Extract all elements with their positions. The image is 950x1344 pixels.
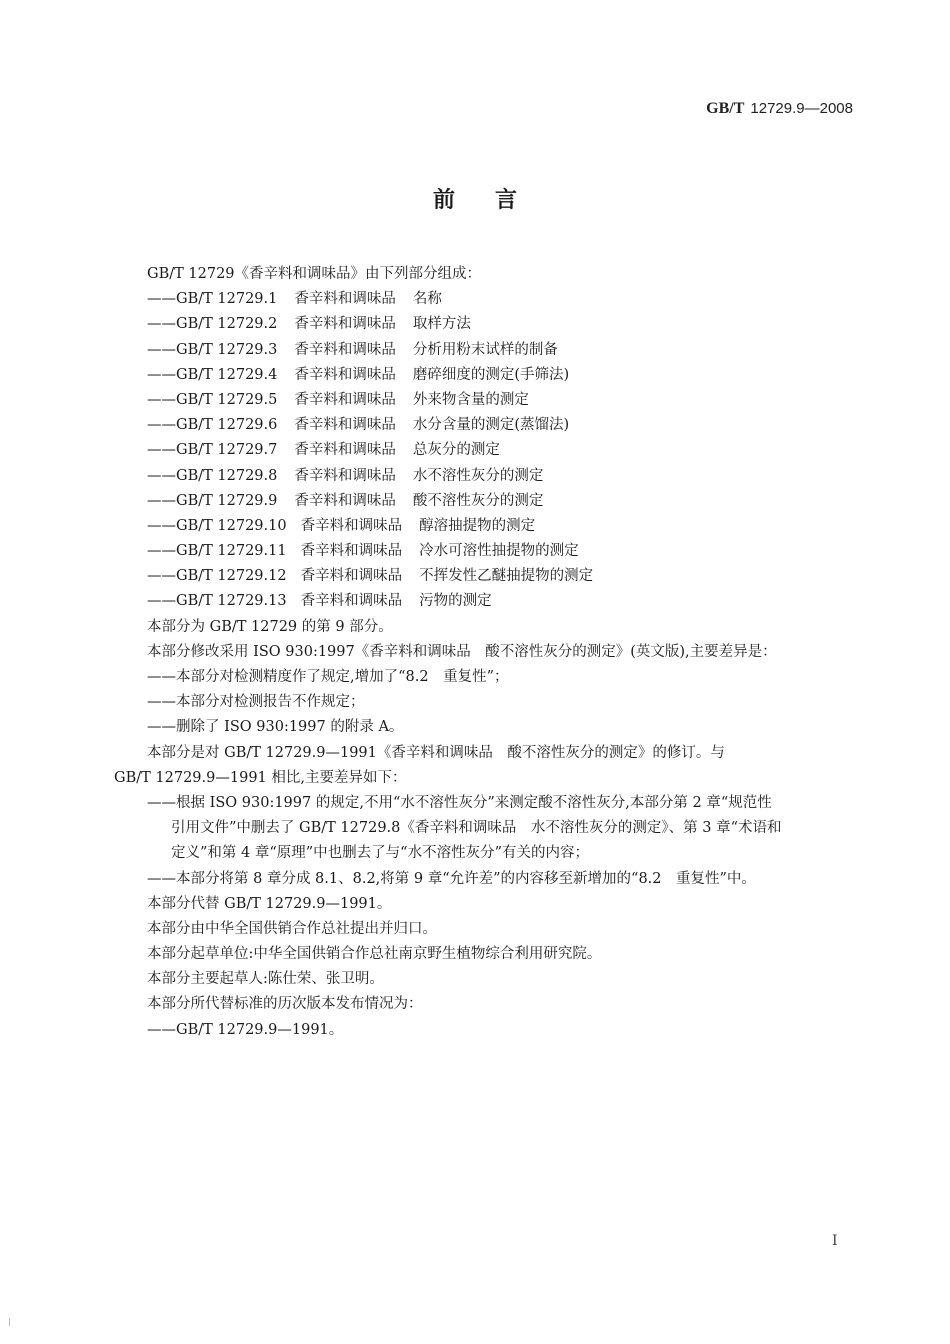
foreword-body	[114, 262, 862, 1043]
page-title: 前言	[432, 188, 557, 213]
part-name: 总灰分的测定	[412, 442, 500, 459]
iso-difference-item: ——删除了 ISO 930:1997 的附录 A。	[147, 719, 404, 736]
iso-adoption-lead: 本部分修改采用 ISO 930:1997《香辛料和调味品 酸不溶性灰分的测定》(英文版),主要差异是：	[147, 643, 777, 660]
part-name: 不挥发性乙醚抽提物的测定	[419, 568, 594, 585]
part-code: ——GB/T 12729.4	[147, 366, 278, 383]
part-item	[147, 464, 862, 489]
part-name: 冷水可溶性抽提物的测定	[419, 543, 579, 560]
part-item	[147, 589, 862, 614]
part-name: 取样方法	[412, 316, 471, 333]
standard-prefix: GB/T	[706, 100, 745, 117]
revision-item-1-line-1: ——根据 ISO 930:1997 的规定,不用“水不溶性灰分”来测定酸不溶性灰分,本部分第 2 章“规范性	[147, 794, 772, 811]
part-item	[147, 539, 862, 564]
iso-difference-item: ——本部分对检测报告不作规定；	[147, 694, 365, 711]
part-code: ——GB/T 12729.12	[147, 568, 287, 585]
part-category: 香辛料和调味品	[294, 366, 396, 383]
revision-item-1-line-2: 引用文件”中删去了 GB/T 12729.8《香辛料和调味品 水不溶性灰分的测定》、第 3 章“术语和	[171, 820, 782, 837]
part-item	[147, 363, 862, 388]
revision-lead-line-2: GB/T 12729.9—1991 相比,主要差异如下：	[114, 769, 407, 786]
parts-list	[147, 287, 862, 614]
part-category: 香辛料和调味品	[300, 517, 403, 534]
part-item	[147, 564, 862, 589]
iso-adoption-section	[147, 640, 862, 741]
history-lead: 本部分所代替标准的历次版本发布情况为：	[147, 996, 423, 1013]
part-code: ——GB/T 12729.7	[147, 442, 278, 459]
part-code: ——GB/T 12729.10	[147, 517, 287, 534]
part-item	[147, 388, 862, 413]
part-item	[147, 338, 862, 363]
series-intro: GB/T 12729《香辛料和调味品》由下列部分组成：	[147, 266, 482, 282]
part-category: 香辛料和调味品	[294, 442, 396, 459]
revision-item-2: ——本部分将第 8 章分成 8.1、8.2,将第 9 章“允许差”的内容移至新增加的“8.2 重复性”中。	[147, 870, 756, 887]
revision-section	[114, 741, 862, 892]
part-item	[147, 413, 862, 438]
part-category: 香辛料和调味品	[294, 316, 396, 333]
drafting-unit-statement: 本部分起草单位:中华全国供销合作总社南京野生植物综合利用研究院。	[147, 946, 602, 963]
part-name: 分析用粉末试样的制备	[412, 341, 558, 358]
part-category: 香辛料和调味品	[294, 391, 396, 408]
part-category: 香辛料和调味品	[300, 543, 403, 560]
part-item	[147, 489, 862, 514]
part-code: ——GB/T 12729.1	[147, 291, 278, 308]
part-name: 水分含量的测定(蒸馏法)	[412, 417, 570, 434]
page-number: I	[832, 1233, 838, 1249]
part-category: 香辛料和调味品	[294, 492, 396, 509]
iso-difference-item: ——本部分对检测精度作了规定,增加了“8.2 重复性”；	[147, 669, 509, 685]
part-code: ——GB/T 12729.2	[147, 316, 278, 333]
part-statement: 本部分为 GB/T 12729 的第 9 部分。	[147, 618, 393, 635]
drafters-statement: 本部分主要起草人:陈仕荣、张卫明。	[147, 971, 384, 988]
part-name: 名称	[412, 291, 442, 308]
part-item	[147, 514, 862, 539]
revision-lead-line-1: 本部分是对 GB/T 12729.9—1991《香辛料和调味品 酸不溶性灰分的测定》的修订。与	[147, 744, 725, 761]
part-category: 香辛料和调味品	[300, 593, 403, 610]
part-name: 磨碎细度的测定(手筛法)	[412, 366, 570, 383]
closing-statements	[147, 892, 862, 1043]
part-name: 醇溶抽提物的测定	[419, 517, 536, 534]
part-item	[147, 287, 862, 312]
part-code: ——GB/T 12729.3	[147, 341, 278, 358]
standard-code-header	[706, 100, 853, 118]
part-code: ——GB/T 12729.13	[147, 593, 287, 610]
part-category: 香辛料和调味品	[300, 568, 403, 585]
part-category: 香辛料和调味品	[294, 467, 396, 484]
part-name: 酸不溶性灰分的测定	[412, 492, 544, 509]
part-code: ——GB/T 12729.8	[147, 467, 278, 484]
part-name: 水不溶性灰分的测定	[412, 467, 544, 484]
part-category: 香辛料和调味品	[294, 417, 396, 434]
scan-edge-mark	[9, 1318, 10, 1326]
part-code: ——GB/T 12729.6	[147, 417, 278, 434]
part-code: ——GB/T 12729.9	[147, 492, 278, 509]
part-category: 香辛料和调味品	[294, 341, 396, 358]
part-category: 香辛料和调味品	[294, 291, 396, 308]
revision-item-1-line-3: 定义”和第 4 章“原理”中也删去了与“水不溶性灰分”有关的内容；	[171, 845, 590, 862]
part-code: ——GB/T 12729.11	[147, 543, 287, 560]
part-name: 污物的测定	[419, 593, 492, 610]
part-item	[147, 438, 862, 463]
part-item	[147, 312, 862, 337]
part-code: ——GB/T 12729.5	[147, 391, 278, 408]
proposer-statement: 本部分由中华全国供销合作总社提出并归口。	[147, 920, 437, 937]
part-name: 外来物含量的测定	[412, 391, 529, 408]
replacement-statement: 本部分代替 GB/T 12729.9—1991。	[147, 895, 392, 912]
history-item: ——GB/T 12729.9—1991。	[147, 1021, 344, 1038]
standard-number: 12729.9—2008	[750, 100, 853, 117]
